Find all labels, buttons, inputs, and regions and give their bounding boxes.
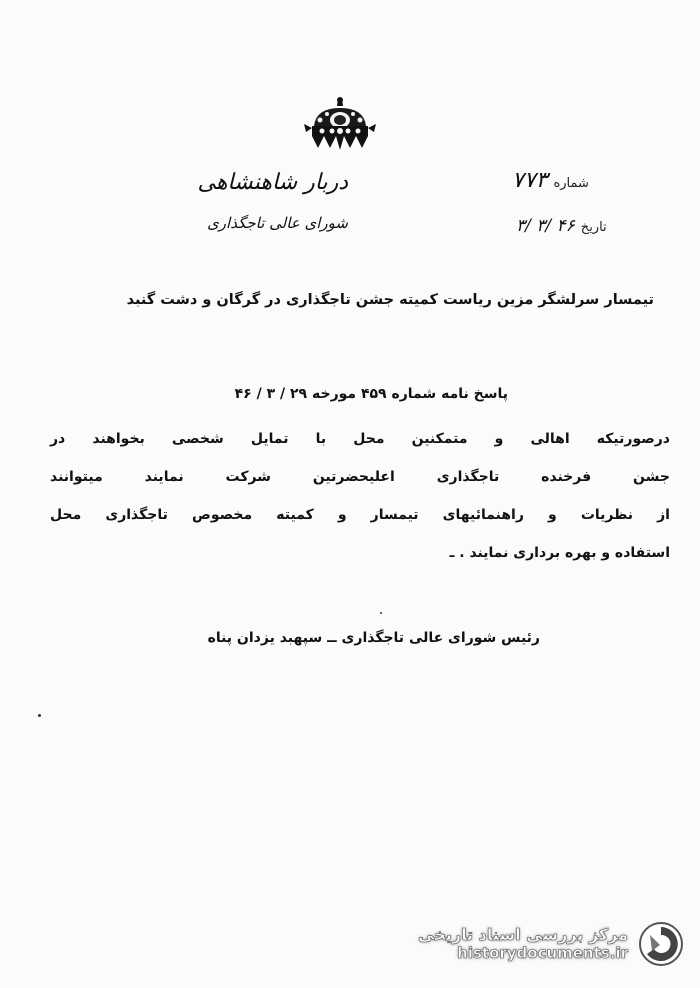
number-value: ۷۷۳ [512,168,548,193]
scan-speck [380,612,382,614]
watermark-text [418,926,628,962]
body-line: جشن فرخنده تاجگذاری اعلیحضرتین شرکت نمایند میتوانند [50,469,670,485]
document-center-logo-icon [638,921,684,967]
crown-emblem-icon [300,96,380,154]
letter-date [516,216,607,236]
letter-number [512,168,589,193]
scan-speck [38,714,41,717]
reference-line: پاسخ نامه شماره ۴۵۹ مورخه ۲۹ / ۳ / ۴۶ [234,386,508,402]
date-label: تاریخ [580,220,607,235]
number-label: شماره [553,176,589,191]
watermark-org-name: مرکز بررسی اسناد تاریخی [418,925,628,945]
signature-line: رئیس شورای عالی تاجگذاری ــ سپهبد یزدان پناه [207,630,540,646]
body-line: درصورتیکه اهالی و متمکنین محل با تمایل شخصی بخواهند در [50,431,670,447]
watermark [404,916,684,972]
addressee-line: تیمسار سرلشگر مزین ریاست کمیته جشن تاجگذاری در گرگان و دشت گنبد [126,292,654,308]
date-value: ۳/ ۳/ ۴۶ [516,216,575,236]
body-line: استفاده و بهره برداری نمایند . ـ [449,545,670,561]
body-line: از نظریات و راهنمائیهای تیمسار و کمیته مخصوص تاجگذاری محل [50,507,670,523]
council-name: شورای عالی تاجگذاری [207,214,348,232]
watermark-site: historydocuments.ir [457,943,628,962]
letter-body [50,420,670,572]
court-name: دربار شاهنشاهی [197,170,348,195]
